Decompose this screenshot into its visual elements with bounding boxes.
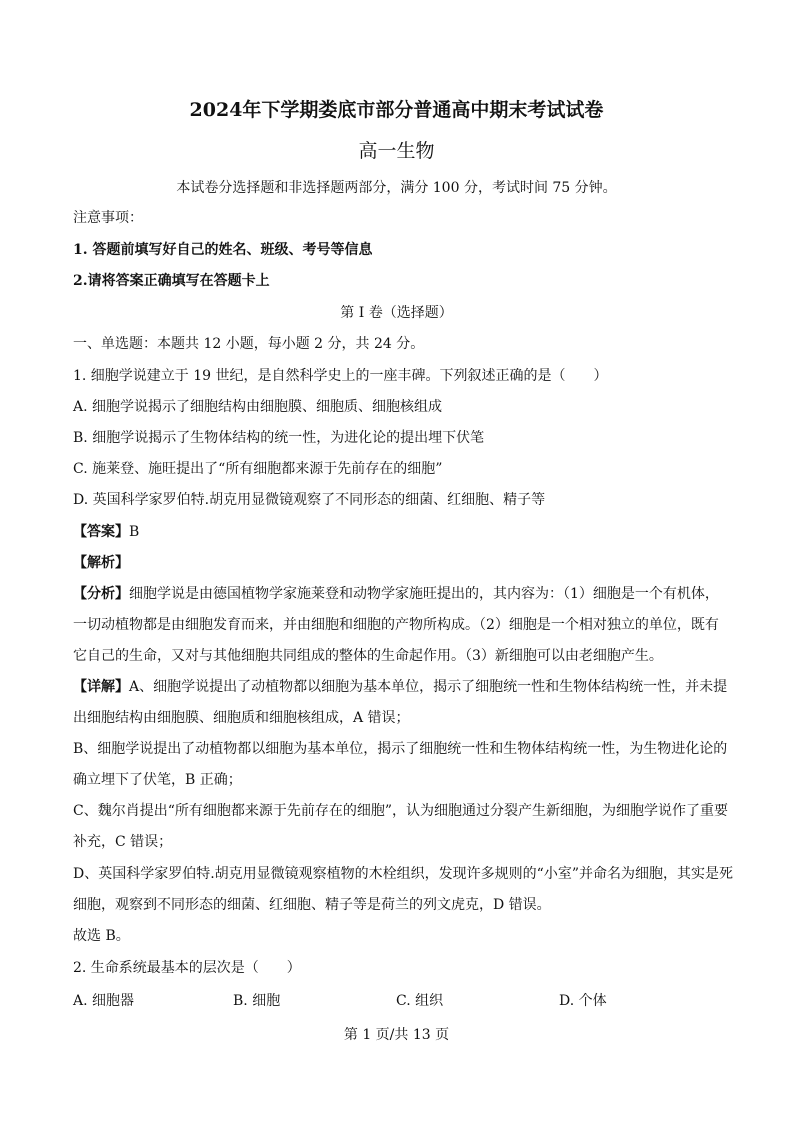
fenxi-label: 【分析】 — [73, 586, 129, 602]
section-title: 第 I 卷（选择题） — [340, 305, 453, 321]
page-footer: 第 1 页/共 13 页 — [343, 1027, 450, 1043]
xiangjie-line-6: 补充，C 错误； — [73, 834, 173, 850]
xiangjie-line-2: 出细胞结构由细胞膜、细胞质和细胞核组成，A 错误； — [73, 710, 410, 726]
fenxi-line-1 — [73, 584, 733, 604]
exam-title: 2024年下学期娄底市部分普通高中期末考试试卷 — [189, 99, 604, 121]
question-2-options — [73, 990, 723, 1010]
xiangjie-line-3: B、细胞学说提出了动植物都以细胞为基本单位，揭示了细胞统一性和生物体结构统一性，为生物进化论的 — [73, 741, 728, 757]
xiangjie-label: 【详解】 — [73, 679, 129, 695]
fenxi-text-1: 细胞学说是由德国植物学家施莱登和动物学家施旺提出的，其内容为：（1）细胞是一个有机体， — [129, 586, 719, 602]
conclusion: 故选 B。 — [73, 928, 130, 944]
notes-item-2: 2.请将答案正确填写在答题卡上 — [73, 273, 270, 289]
answer-label: 【答案】 — [73, 524, 129, 540]
section-part-heading: 一、单选题：本题共 12 小题，每小题 2 分，共 24 分。 — [73, 336, 425, 352]
analysis-label-text: 【解析】 — [73, 555, 129, 571]
question-1-option-c: C. 施莱登、施旺提出了“所有细胞都来源于先前存在的细胞” — [73, 461, 443, 477]
notes-item-1: 1. 答题前填写好自己的姓名、班级、考号等信息 — [73, 242, 373, 258]
exam-intro: 本试卷分选择题和非选择题两部分，满分 100 分，考试时间 75 分钟。 — [176, 180, 617, 196]
notes-heading: 注意事项： — [73, 210, 143, 226]
analysis-label — [73, 553, 733, 573]
xiangjie-line-1 — [73, 677, 733, 697]
question-2-option-a: A. 细胞器 — [73, 993, 135, 1009]
question-1-option-b: B. 细胞学说揭示了生物体结构的统一性，为进化论的提出埋下伏笔 — [73, 430, 485, 446]
fenxi-line-2: 一切动植物都是由细胞发育而来，并由细胞和细胞的产物所构成。（2）细胞是一个相对独立的单位，既有 — [73, 617, 719, 633]
answer-line — [73, 522, 733, 542]
fenxi-line-3: 它自己的生命，又对与其他细胞共同组成的整体的生命起作用。（3）新细胞可以由老细胞产生。 — [73, 648, 663, 664]
question-1-stem: 1. 细胞学说建立于 19 世纪，是自然科学史上的一座丰碑。下列叙述正确的是（ ） — [73, 368, 608, 384]
question-1-option-d: D. 英国科学家罗伯特.胡克用显微镜观察了不同形态的细菌、红细胞、精子等 — [73, 492, 546, 508]
question-2-option-d: D. 个体 — [559, 993, 607, 1009]
question-2-option-c: C. 组织 — [396, 993, 444, 1009]
answer-value: B — [129, 524, 140, 540]
xiangjie-line-4: 确立埋下了伏笔，B 正确； — [73, 772, 242, 788]
xiangjie-text-1: A、细胞学说提出了动植物都以细胞为基本单位，揭示了细胞统一性和生物体结构统一性，并未提 — [129, 679, 728, 695]
xiangjie-line-8: 细胞，观察到不同形态的细菌、红细胞、精子等是荷兰的列文虎克，D 错误。 — [73, 897, 551, 913]
question-2-stem: 2. 生命系统最基本的层次是（ ） — [73, 960, 301, 976]
xiangjie-line-7: D、英国科学家罗伯特.胡克用显微镜观察植物的木栓组织，发现许多规则的“小室”并命名为细胞，其实是死 — [73, 866, 733, 882]
question-2-option-b: B. 细胞 — [233, 993, 281, 1009]
xiangjie-line-5: C、魏尔肖提出“所有细胞都来源于先前存在的细胞”，认为细胞通过分裂产生新细胞，为细胞学说作了重要 — [73, 803, 729, 819]
question-1-option-a: A. 细胞学说揭示了细胞结构由细胞膜、细胞质、细胞核组成 — [73, 399, 443, 415]
exam-subject: 高一生物 — [358, 140, 435, 162]
